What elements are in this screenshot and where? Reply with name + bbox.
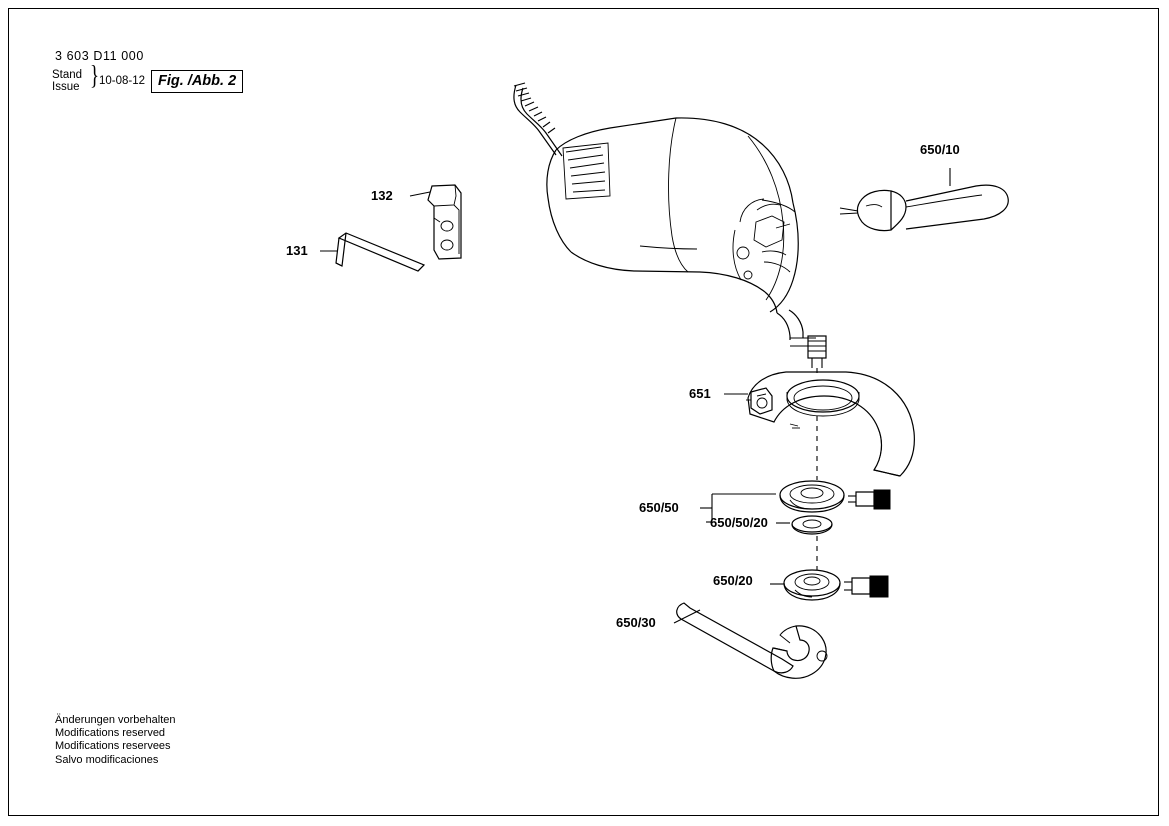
side-handle-art (840, 185, 1008, 230)
support-flange-art (784, 570, 888, 600)
callout-650-50: 650/50 (639, 500, 679, 515)
callout-651: 651 (689, 386, 711, 401)
hex-key-art (336, 233, 424, 271)
footer-block (55, 714, 175, 767)
brace-glyph: } (89, 60, 100, 90)
footer-line-en: Modifications reserved (55, 727, 166, 740)
issue-label: Issue (52, 81, 80, 93)
clamping-flange-art (780, 481, 890, 534)
bracket-art (428, 185, 461, 259)
callout-leaders (320, 168, 950, 623)
callout-650-10: 650/10 (920, 142, 960, 157)
power-cable-art (514, 83, 562, 156)
callout-132: 132 (371, 188, 393, 203)
grinder-body-art (547, 118, 826, 368)
callout-650-50-20: 650/50/20 (710, 515, 768, 530)
guard-art (746, 372, 914, 476)
spanner-wrench-art (677, 603, 827, 678)
figure-label: Fig. /Abb. 2 (151, 70, 243, 93)
stand-label: Stand (52, 69, 83, 81)
callout-650-30: 650/30 (616, 615, 656, 630)
footer-line-fr: Modifications reservees (55, 740, 171, 753)
callout-650-20: 650/20 (713, 573, 753, 588)
footer-line-es: Salvo modificaciones (55, 753, 159, 766)
callout-131: 131 (286, 243, 308, 258)
part-number: 3 603 D11 000 (55, 49, 144, 63)
footer-line-de: Änderungen vorbehalten (55, 714, 176, 726)
revision-date: 10-08-12 (99, 75, 146, 87)
